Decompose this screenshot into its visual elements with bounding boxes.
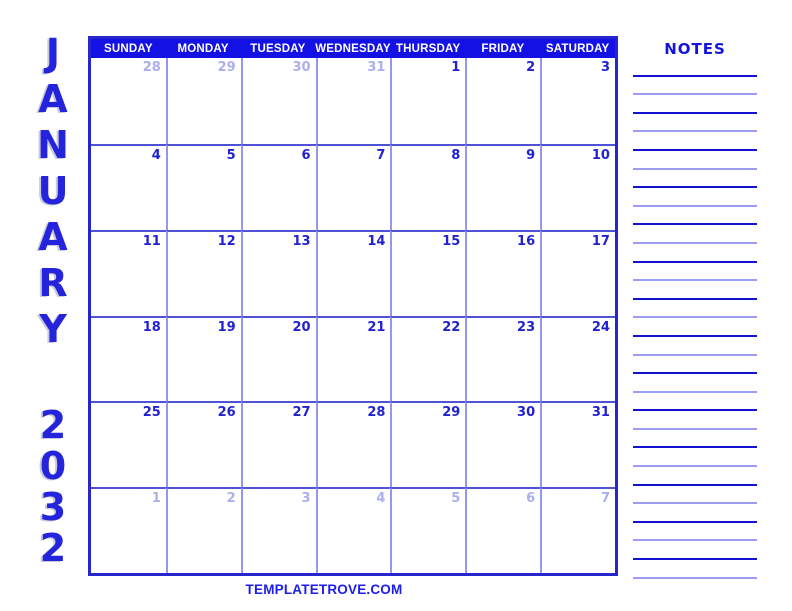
date-cell: 27	[241, 401, 316, 487]
date-cell: 23	[465, 316, 540, 402]
date-cell: 3	[540, 58, 615, 144]
weekday-header-row	[91, 39, 615, 58]
date-cell: 1	[91, 487, 166, 573]
note-line	[633, 95, 757, 114]
weekday-saturday: SATURDAY	[545, 42, 610, 55]
year	[26, 405, 80, 569]
note-line	[633, 188, 757, 207]
date-cell: 31	[540, 401, 615, 487]
note-line	[633, 263, 757, 282]
date-cell: 10	[540, 144, 615, 230]
date-cell: 5	[390, 487, 465, 573]
note-line	[633, 318, 757, 337]
note-line	[633, 337, 757, 356]
site-credit: TEMPLATETROVE.COM	[245, 582, 403, 597]
weekday-tuesday: TUESDAY	[250, 42, 306, 55]
note-line	[633, 58, 757, 77]
date-cell: 6	[241, 144, 316, 230]
weekday-friday: FRIDAY	[481, 42, 525, 55]
date-cell: 12	[166, 230, 241, 316]
year-digit: 2	[39, 526, 67, 570]
note-line	[633, 225, 757, 244]
note-line	[633, 393, 757, 412]
date-cell: 19	[166, 316, 241, 402]
month-year-title	[26, 30, 80, 569]
date-cell: 30	[241, 58, 316, 144]
date-cell: 8	[390, 144, 465, 230]
year-digit: 0	[39, 444, 67, 488]
date-cell: 20	[241, 316, 316, 402]
weekday-sunday: SUNDAY	[104, 42, 153, 55]
date-cell: 1	[390, 58, 465, 144]
notes-title: NOTES	[664, 40, 726, 58]
date-cell: 30	[465, 401, 540, 487]
month-name	[26, 30, 80, 352]
date-cell: 13	[241, 230, 316, 316]
date-cell: 4	[316, 487, 391, 573]
note-line	[633, 132, 757, 151]
date-cell: 11	[91, 230, 166, 316]
note-line	[633, 151, 757, 170]
note-line	[633, 430, 757, 449]
date-cell: 28	[142, 60, 161, 75]
month-letter: R	[38, 261, 68, 305]
note-line	[633, 244, 757, 263]
month-letter: A	[38, 77, 68, 121]
note-line	[633, 374, 757, 393]
note-line	[633, 170, 757, 189]
date-cell: 4	[91, 144, 166, 230]
note-line	[633, 114, 757, 133]
date-cell: 29	[390, 401, 465, 487]
notes-lines	[633, 58, 757, 579]
date-cell: 2	[465, 58, 540, 144]
date-cell: 26	[166, 401, 241, 487]
calendar-grid	[88, 36, 618, 576]
date-cell: 18	[91, 316, 166, 402]
date-cell: 24	[540, 316, 615, 402]
month-letter: Y	[39, 307, 67, 351]
date-cell: 21	[316, 316, 391, 402]
date-cell: 2	[166, 487, 241, 573]
note-line	[633, 560, 757, 579]
date-cell: 7	[540, 487, 615, 573]
date-cell: 5	[166, 144, 241, 230]
note-line	[633, 356, 757, 375]
date-cell: 29	[166, 58, 241, 144]
date-cell: 25	[91, 401, 166, 487]
note-line	[633, 77, 757, 96]
month-letter: N	[37, 123, 69, 167]
date-cell: 6	[465, 487, 540, 573]
notes-section	[633, 40, 757, 579]
note-line	[633, 504, 757, 523]
date-cell: 7	[316, 144, 391, 230]
month-letter: A	[38, 215, 68, 259]
date-cell: 28	[316, 401, 391, 487]
note-line	[633, 523, 757, 542]
note-line	[633, 448, 757, 467]
note-line	[633, 411, 757, 430]
note-line	[633, 207, 757, 226]
date-cell: 3	[241, 487, 316, 573]
weekday-wednesday: WEDNESDAY	[315, 42, 391, 55]
note-line	[633, 486, 757, 505]
weekday-thursday: THURSDAY	[395, 42, 461, 55]
month-letter: J	[45, 31, 61, 75]
note-line	[633, 467, 757, 486]
date-cell: 9	[465, 144, 540, 230]
date-cell: 14	[316, 230, 391, 316]
note-line	[633, 541, 757, 560]
weekday-monday: MONDAY	[177, 42, 229, 55]
date-cell: 17	[540, 230, 615, 316]
date-cell: 31	[316, 58, 391, 144]
note-line	[633, 300, 757, 319]
date-grid	[91, 58, 615, 573]
year-digit: 2	[39, 403, 67, 447]
date-cell: 15	[390, 230, 465, 316]
note-line	[633, 281, 757, 300]
year-digit: 3	[39, 485, 67, 529]
date-cell: 22	[390, 316, 465, 402]
month-letter: U	[37, 169, 69, 213]
date-cell: 16	[465, 230, 540, 316]
